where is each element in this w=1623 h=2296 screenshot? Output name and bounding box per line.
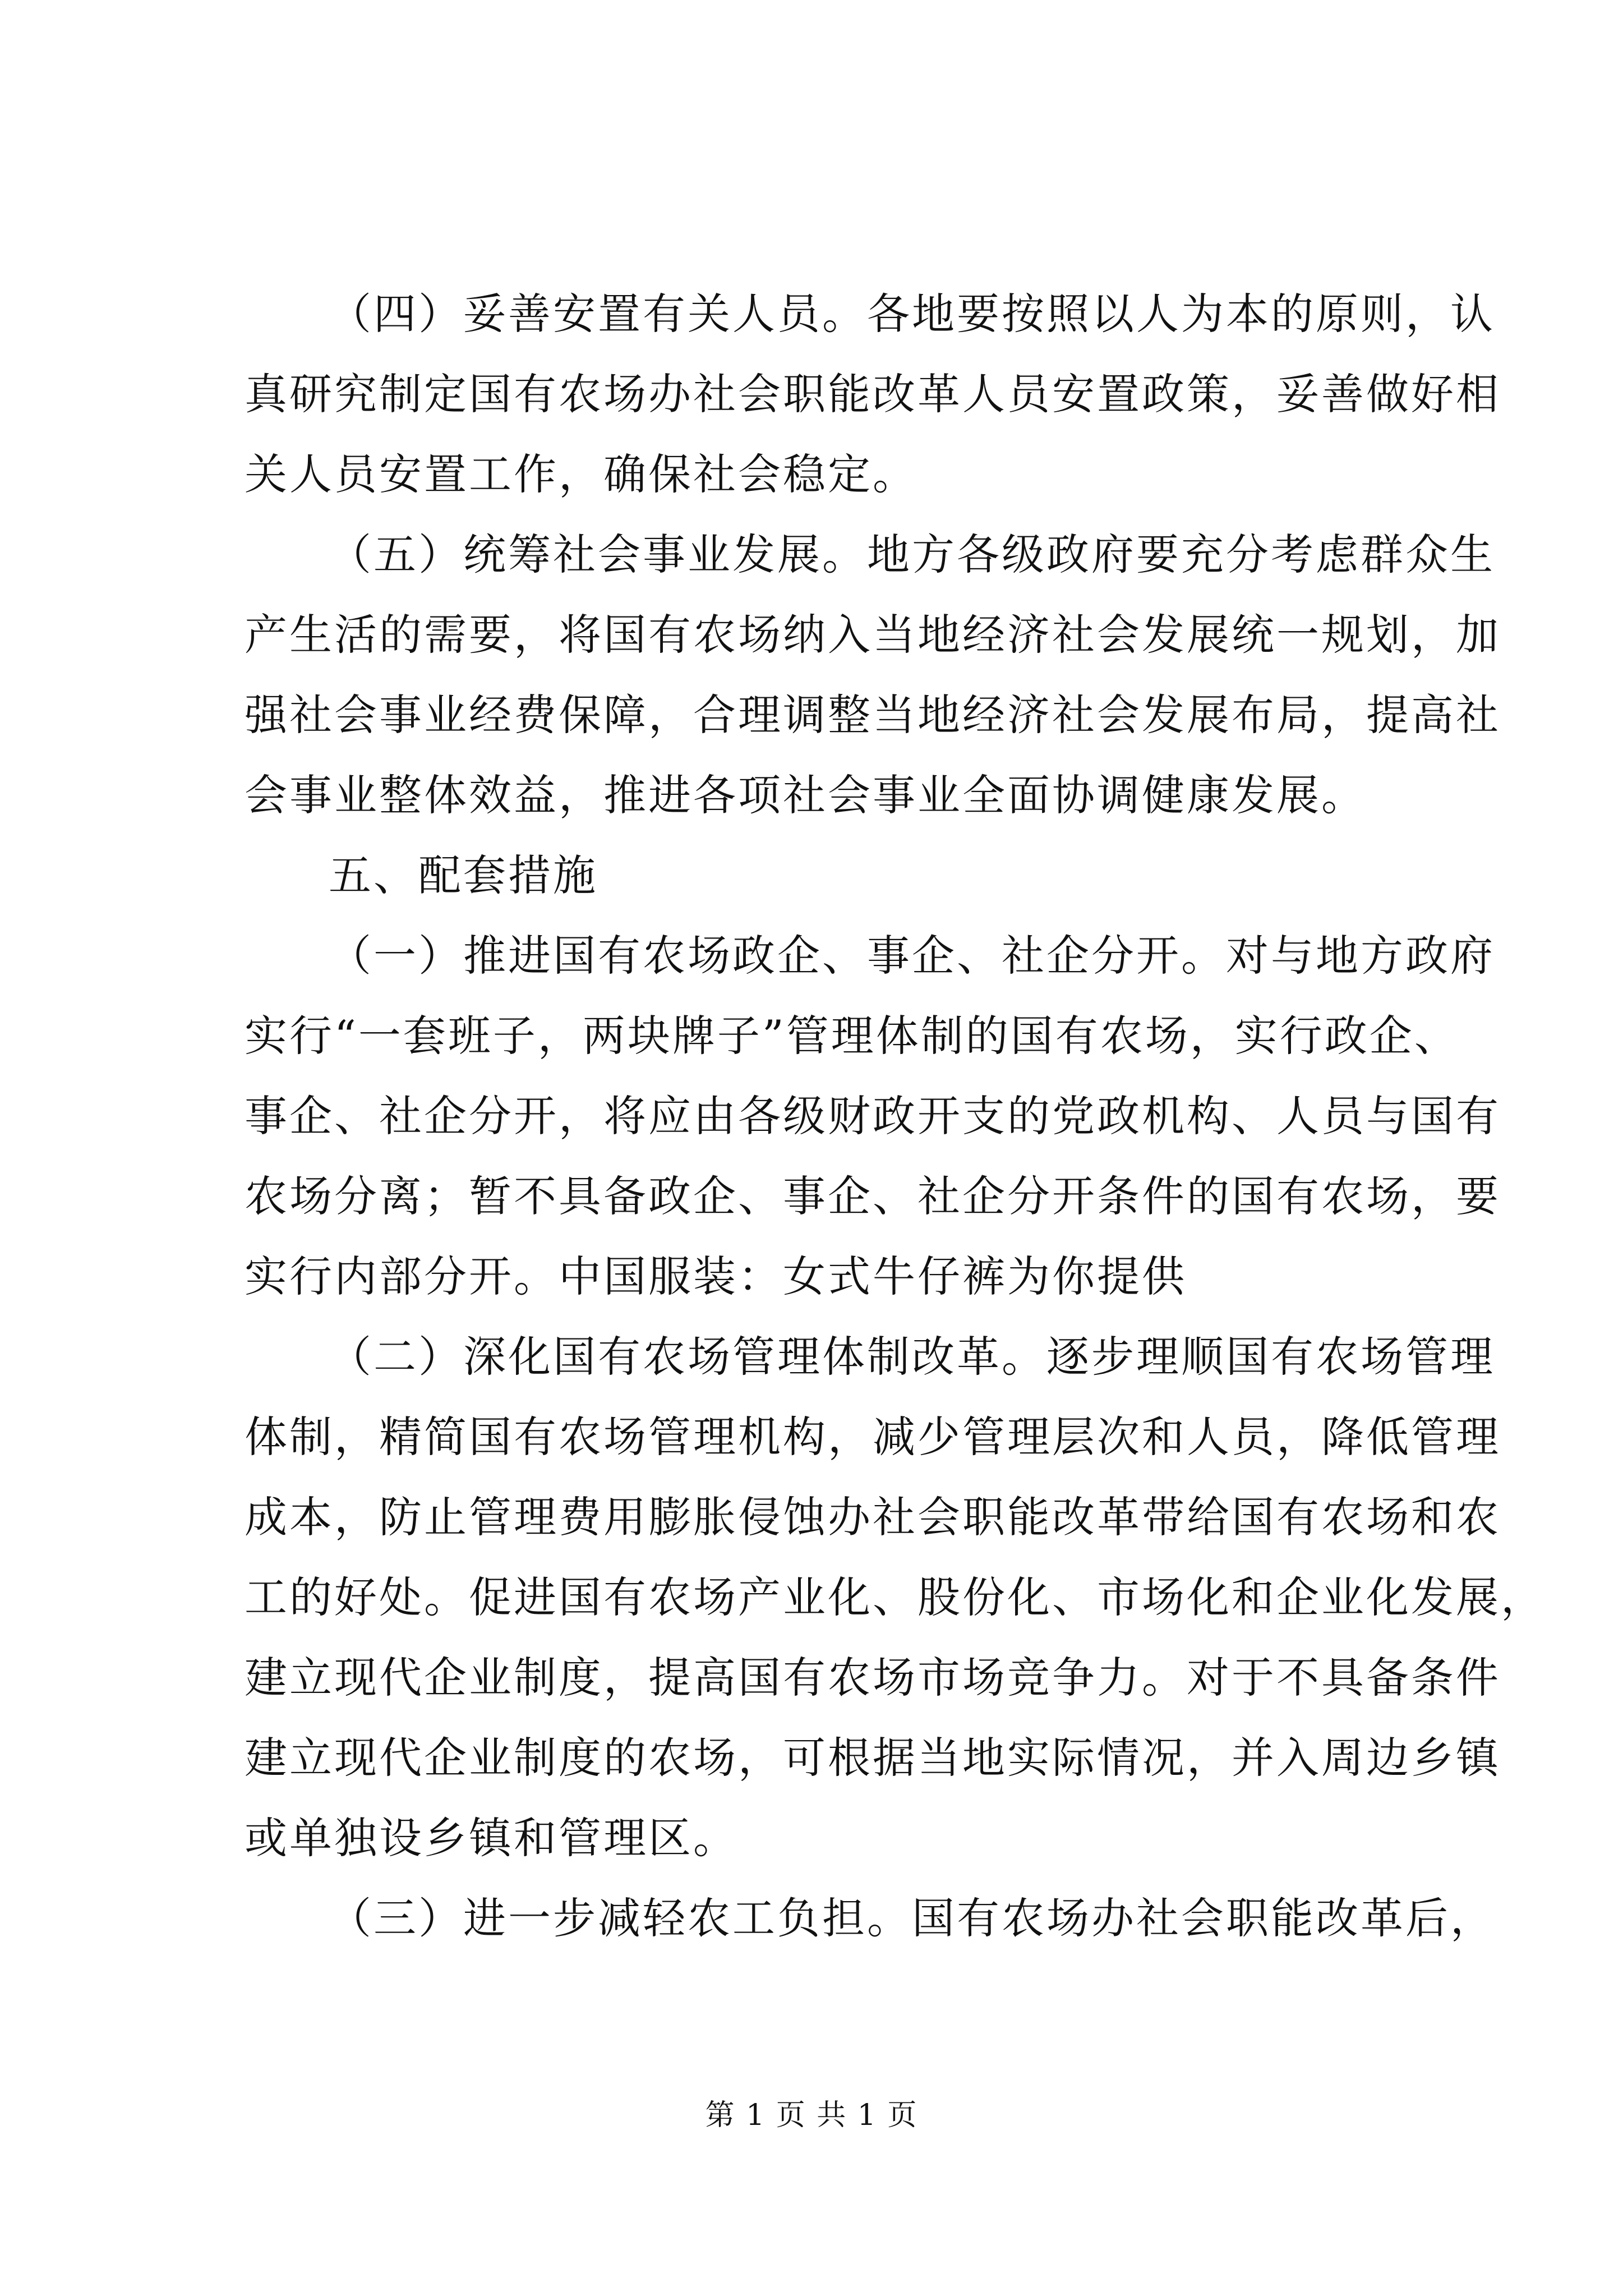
text-line: （二）深化国有农场管理体制改革。逐步理顺国有农场管理 xyxy=(329,1332,1495,1382)
text-line: （五）统筹社会事业发展。地方各级政府要充分考虑群众生 xyxy=(329,530,1495,579)
text-line: 强社会事业经费保障，合理调整当地经济社会发展布局，提高社 xyxy=(245,690,1501,740)
text-line: 实行“一套班子，两块牌子”管理体制的国有农场，实行政企、 xyxy=(245,1011,1459,1061)
text-line: 农场分离；暂不具备政企、事企、社企分开条件的国有农场，要 xyxy=(245,1171,1501,1221)
text-line: 关人员安置工作，确保社会稳定。 xyxy=(245,449,917,499)
text-line: （一）推进国有农场政企、事企、社企分开。对与地方政府 xyxy=(329,931,1495,981)
text-line: 体制，精简国有农场管理机构，减少管理层次和人员，降低管理 xyxy=(245,1412,1501,1462)
text-line: 真研究制定国有农场办社会职能改革人员安置政策，妥善做好相 xyxy=(245,369,1501,419)
text-line: 建立现代企业制度的农场，可根据当地实际情况，并入周边乡镇 xyxy=(245,1733,1501,1783)
text-line: 事企、社企分开，将应由各级财政开支的党政机构、人员与国有 xyxy=(245,1091,1501,1141)
text-line: 会事业整体效益，推进各项社会事业全面协调健康发展。 xyxy=(245,770,1366,820)
text-line: （四）妥善安置有关人员。各地要按照以人为本的原则，认 xyxy=(329,289,1495,339)
text-line: （三）进一步减轻农工负担。国有农场办社会职能改革后， xyxy=(329,1893,1495,1943)
text-line: 建立现代企业制度，提高国有农场市场竞争力。对于不具备条件 xyxy=(245,1653,1501,1703)
text-line: 实行内部分开。中国服装：女式牛仔裤为你提供 xyxy=(245,1251,1187,1301)
text-line: 工的好处。促进国有农场产业化、股份化、市场化和企业化发展， xyxy=(245,1572,1546,1622)
page-number-footer: 第 1 页 共 1 页 xyxy=(705,2099,918,2132)
section-heading: 五、配套措施 xyxy=(329,850,598,900)
text-line: 或单独设乡镇和管理区。 xyxy=(245,1813,738,1863)
text-line: 产生活的需要，将国有农场纳入当地经济社会发展统一规划，加 xyxy=(245,610,1501,660)
text-line: 成本，防止管理费用膨胀侵蚀办社会职能改革带给国有农场和农 xyxy=(245,1492,1501,1542)
document-body xyxy=(245,274,1546,1958)
